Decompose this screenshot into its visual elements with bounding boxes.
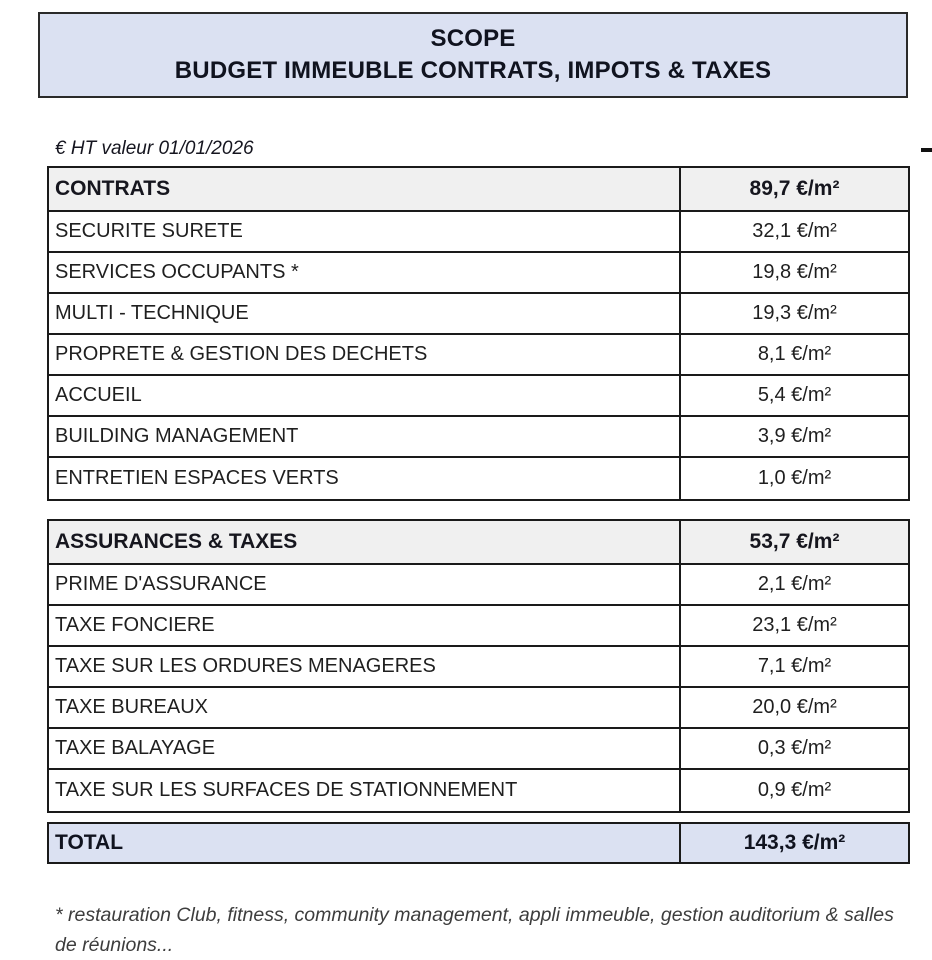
row-label: MULTI - TECHNIQUE <box>49 294 681 333</box>
budget-table-assurances-taxes <box>47 519 910 813</box>
row-label: ENTRETIEN ESPACES VERTS <box>49 458 681 499</box>
row-value: 23,1 €/m² <box>752 614 837 636</box>
row-label: TAXE SUR LES ORDURES MENAGERES <box>49 647 681 686</box>
row-value: 32,1 €/m² <box>752 220 837 242</box>
row-label: TAXE BUREAUX <box>49 688 681 727</box>
table-row <box>49 335 908 376</box>
title-box <box>38 12 908 98</box>
title-line-1: SCOPE <box>430 24 516 52</box>
row-value: 53,7 €/m² <box>749 530 840 553</box>
total-label: TOTAL <box>49 824 681 862</box>
row-value: 19,3 €/m² <box>752 302 837 324</box>
row-value: 8,1 €/m² <box>757 343 832 365</box>
total-row <box>47 822 910 864</box>
table-row <box>49 729 908 770</box>
row-value: 7,1 €/m² <box>757 655 832 677</box>
page-edge-tick <box>921 148 932 152</box>
table-row <box>49 647 908 688</box>
table-row <box>49 417 908 458</box>
row-label: SECURITE SURETE <box>49 212 681 251</box>
row-label: PRIME D'ASSURANCE <box>49 565 681 604</box>
row-label: TAXE BALAYAGE <box>49 729 681 768</box>
title-line-2: BUDGET IMMEUBLE CONTRATS, IMPOTS & TAXES <box>174 57 772 84</box>
table-row <box>49 212 908 253</box>
table-row <box>49 688 908 729</box>
row-value: 5,4 €/m² <box>757 384 832 406</box>
row-value: 19,8 €/m² <box>752 261 837 283</box>
row-value: 2,1 €/m² <box>757 573 832 595</box>
table-row <box>49 376 908 417</box>
row-label: TAXE SUR LES SURFACES DE STATIONNEMENT <box>49 770 681 811</box>
table-header-row <box>49 521 908 565</box>
row-value: 1,0 €/m² <box>757 467 832 489</box>
row-value: 89,7 €/m² <box>749 177 840 200</box>
row-label: ACCUEIL <box>49 376 681 415</box>
table-header-row <box>49 168 908 212</box>
total-value: 143,3 €/m² <box>743 831 846 854</box>
footnote: * restauration Club, fitness, community management, appli immeuble, gestion auditorium & salles de réunions... <box>55 904 894 957</box>
row-value: 20,0 €/m² <box>752 696 837 718</box>
table-row <box>49 253 908 294</box>
table-row <box>49 294 908 335</box>
row-label: TAXE FONCIERE <box>49 606 681 645</box>
row-value: 0,3 €/m² <box>757 737 832 759</box>
table-row <box>49 565 908 606</box>
table-row <box>49 606 908 647</box>
row-label: SERVICES OCCUPANTS * <box>49 253 681 292</box>
row-value: 0,9 €/m² <box>757 779 832 801</box>
row-value: 3,9 €/m² <box>757 425 832 447</box>
budget-table-contrats <box>47 166 910 501</box>
row-label: BUILDING MANAGEMENT <box>49 417 681 456</box>
row-label: CONTRATS <box>49 168 681 210</box>
currency-valuation-note: € HT valeur 01/01/2026 <box>55 138 254 159</box>
table-row <box>49 770 908 811</box>
row-label: ASSURANCES & TAXES <box>49 521 681 563</box>
table-row <box>49 458 908 499</box>
budget-tables <box>47 166 910 831</box>
row-label: PROPRETE & GESTION DES DECHETS <box>49 335 681 374</box>
